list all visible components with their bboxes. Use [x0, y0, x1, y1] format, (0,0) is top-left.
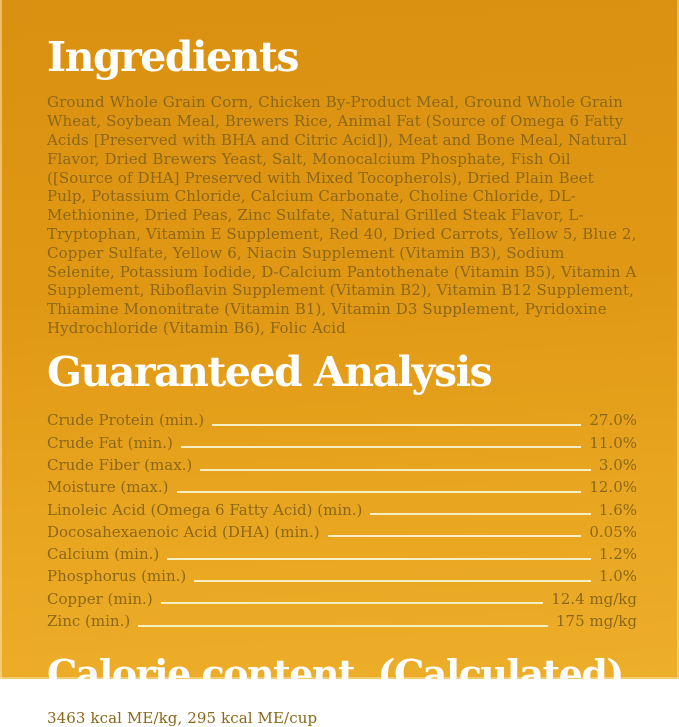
- leader-line: [370, 513, 590, 515]
- leader-line: [138, 625, 548, 627]
- leader-line: [194, 580, 591, 582]
- analysis-row-phosphorus: [47, 565, 637, 587]
- leader-line: [177, 491, 582, 493]
- analysis-row-moisture: [47, 476, 637, 498]
- analysis-row-label: Zinc (min.): [47, 612, 130, 630]
- leader-line: [200, 469, 591, 471]
- analysis-row-label: Copper (min.): [47, 590, 153, 608]
- analysis-row-label: Moisture (max.): [47, 478, 169, 496]
- analysis-row-value: 1.6%: [599, 501, 637, 519]
- calorie-content-section: [47, 654, 637, 727]
- analysis-row-value: 12.0%: [589, 478, 637, 496]
- analysis-row-zinc: [47, 610, 637, 632]
- analysis-row-copper: [47, 588, 637, 610]
- leader-line: [167, 558, 591, 560]
- analysis-row-value: 3.0%: [599, 456, 637, 474]
- analysis-row-crude-fiber: [47, 454, 637, 476]
- ingredients-section: [47, 36, 637, 338]
- guaranteed-analysis-table: [47, 409, 637, 632]
- analysis-row-linoleic-acid: [47, 498, 637, 520]
- analysis-row-value: 11.0%: [589, 434, 637, 452]
- leader-line: [161, 602, 544, 604]
- leader-line: [328, 535, 582, 537]
- guaranteed-analysis-title: Guaranteed Analysis: [47, 351, 637, 394]
- analysis-row-label: Crude Fat (min.): [47, 434, 173, 452]
- analysis-row-value: 1.2%: [599, 545, 637, 563]
- ingredients-title: Ingredients: [47, 36, 637, 79]
- analysis-row-label: Crude Protein (min.): [47, 411, 204, 429]
- ingredients-text: Ground Whole Grain Corn, Chicken By-Product Meal, Ground Whole Grain Wheat, Soybean Meal, Brewers Rice, Animal Fat (Source of Omega 6 Fatty Acids [Preserved with BHA and Citric Acid]), Meat and Bone Meal, Natural Flavor, Dried Brewers Yeast, Salt, Monocalcium Phosphate, Fish Oil ([Source of DHA] Preserved with Mixed Tocopherols), Dried Plain Beet Pulp, Potassium Chloride, Calcium Carbonate, Choline Chloride, DL-Methionine, Dried Peas, Zinc Sulfate, Natural Grilled Steak Flavor, L-Tryptophan, Vitamin E Supplement, Red 40, Dried Carrots, Yellow 5, Blue 2, Copper Sulfate, Yellow 6, Niacin Supplement (Vitamin B3), Sodium Selenite, Potassium Iodide, D-Calcium Pantothenate (Vitamin B5), Vitamin A Supplement, Riboflavin Supplement (Vitamin B2), Vitamin B12 Supplement, Thiamine Mononitrate (Vitamin B1), Vitamin D3 Supplement, Pyridoxine Hydrochloride (Vitamin B6), Folic Acid: [47, 93, 637, 337]
- leader-line: [212, 424, 581, 426]
- calorie-content-text: 3463 kcal ME/kg, 295 kcal ME/cup: [47, 709, 637, 727]
- guaranteed-analysis-section: [47, 351, 637, 632]
- analysis-row-dha: [47, 521, 637, 543]
- analysis-row-crude-fat: [47, 432, 637, 454]
- analysis-row-label: Docosahexaenoic Acid (DHA) (min.): [47, 523, 320, 541]
- analysis-row-value: 1.0%: [599, 567, 637, 585]
- calorie-content-title: Calorie content (Calculated): [47, 654, 637, 694]
- analysis-row-label: Phosphorus (min.): [47, 567, 186, 585]
- analysis-row-value: 12.4 mg/kg: [551, 590, 637, 608]
- analysis-row-calcium: [47, 543, 637, 565]
- analysis-row-crude-protein: [47, 409, 637, 431]
- analysis-row-value: 0.05%: [589, 523, 637, 541]
- analysis-row-value: 27.0%: [589, 411, 637, 429]
- analysis-row-label: Crude Fiber (max.): [47, 456, 192, 474]
- analysis-row-label: Calcium (min.): [47, 545, 159, 563]
- analysis-row-label: Linoleic Acid (Omega 6 Fatty Acid) (min.): [47, 501, 362, 519]
- leader-line: [181, 446, 582, 448]
- analysis-row-value: 175 mg/kg: [556, 612, 637, 630]
